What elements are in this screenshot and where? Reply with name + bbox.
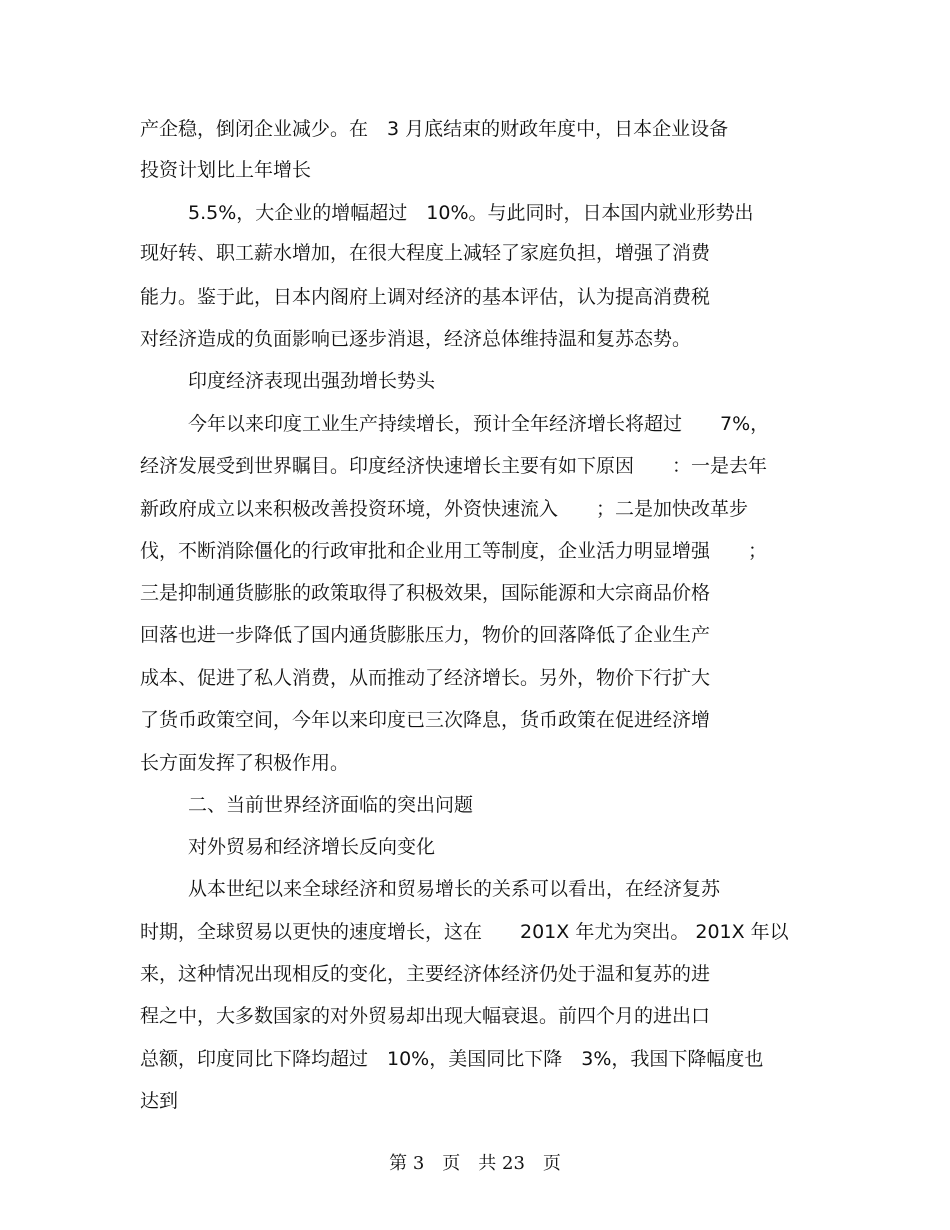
text-line: 成本、促进了私人消费，从而推动了经济增长。另外，物价下行扩大 — [140, 667, 711, 689]
text-line: 程之中，大多数国家的对外贸易却出现大幅衰退。前四个月的进出口 — [140, 1005, 711, 1027]
text-line: 达到 — [140, 1090, 179, 1112]
text-line: 经济发展受到世界瞩目。印度经济快速增长主要有如下原因 ：一是去年 — [140, 455, 768, 477]
text-line: 了货币政策空间，今年以来印度已三次降息，货币政策在促进经济增 — [140, 709, 711, 731]
text-line: 现好转、职工薪水增加，在很大程度上减轻了家庭负担，增强了消费 — [140, 242, 711, 264]
text-line: 来，这种情况出现相反的变化，主要经济体经济仍处于温和复苏的进 — [140, 963, 711, 985]
section-heading: 印度经济表现出强劲增长势头 — [188, 370, 436, 392]
text-line: 5.5%，大企业的增幅超过 10%。与此同时，日本国内就业形势出 — [188, 202, 754, 224]
text-line: 长方面发挥了积极作用。 — [140, 752, 350, 774]
text-line: 伐，不断消除僵化的行政审批和企业用工等制度，企业活力明显增强 ； — [140, 540, 768, 562]
text-line: 新政府成立以来积极改善投资环境，外资快速流入 ；二是加快改革步 — [140, 498, 749, 520]
text-line: 投资计划比上年增长 — [140, 159, 312, 181]
page-footer: 第 3 页 共 23 页 — [389, 1153, 561, 1174]
text-line: 总额，印度同比下降均超过 10%，美国同比下降 3%，我国下降幅度也 — [140, 1048, 764, 1070]
section-heading: 二、当前世界经济面临的突出问题 — [188, 794, 474, 816]
text-line: 产企稳，倒闭企业减少。在 3 月底结束的财政年度中，日本企业设备 — [140, 118, 729, 140]
text-line: 对经济造成的负面影响已逐步消退，经济总体维持温和复苏态势。 — [140, 328, 692, 350]
text-line: 今年以来印度工业生产持续增长，预计全年经济增长将超过 7%， — [188, 413, 770, 435]
text-line: 时期，全球贸易以更快的速度增长，这在 201X 年尤为突出。 201X 年以 — [140, 921, 789, 943]
text-line: 从本世纪以来全球经济和贸易增长的关系可以看出，在经济复苏 — [188, 878, 721, 900]
text-line: 三是抑制通货膨胀的政策取得了积极效果，国际能源和大宗商品价格 — [140, 582, 711, 604]
section-heading: 对外贸易和经济增长反向变化 — [188, 836, 436, 858]
text-line: 能力。鉴于此，日本内阁府上调对经济的基本评估，认为提高消费税 — [140, 286, 711, 308]
text-line: 回落也进一步降低了国内通货膨胀压力，物价的回落降低了企业生产 — [140, 624, 711, 646]
